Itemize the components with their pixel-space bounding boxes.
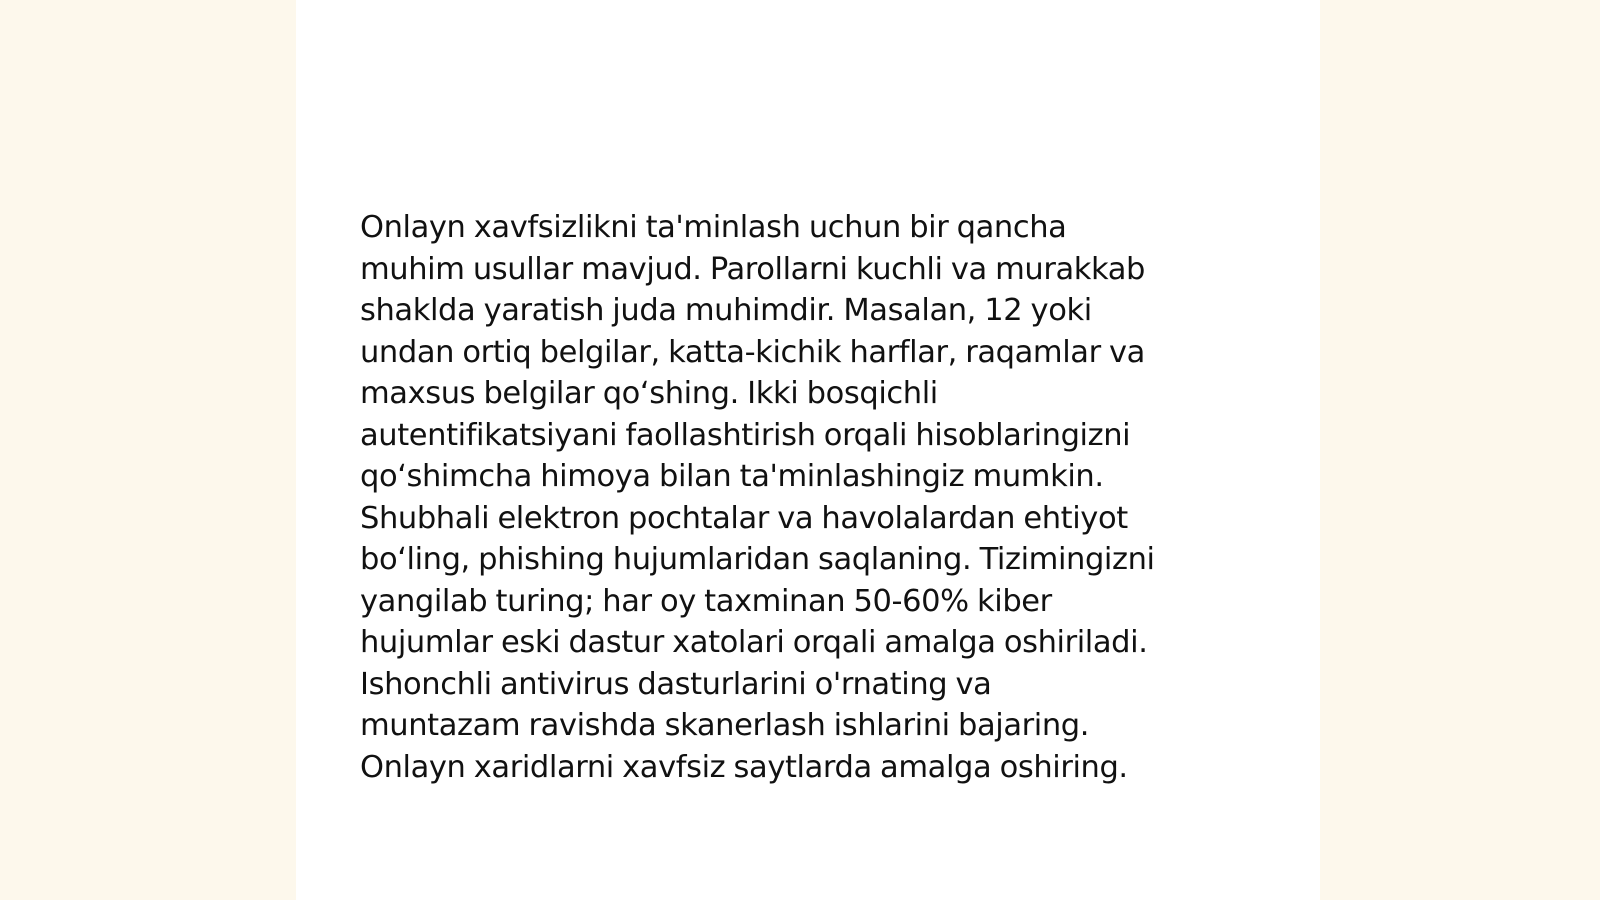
- text-line: Shubhali elektron pochtalar va havolalardan ehtiyot: [360, 500, 1128, 536]
- text-line: shaklda yaratish juda muhimdir. Masalan, 12 yoki: [360, 293, 1092, 328]
- text-line: undan ortiq belgilar, katta-kichik harflar, raqamlar va: [360, 334, 1145, 370]
- text-line: muhim usullar mavjud. Parollarni kuchli va murakkab: [360, 251, 1146, 287]
- text-line: Ishonchli antivirus dasturlarini o'rnating va: [360, 666, 992, 702]
- document-page: [296, 0, 1320, 900]
- text-line: yangilab turing; har oy taxminan 50-60% kiber: [360, 583, 1052, 619]
- text-line: bo‘ling, phishing hujumlaridan saqlaning. Tizimingizni: [360, 542, 1155, 577]
- body-paragraph: [360, 207, 1260, 788]
- text-line: qo‘shimcha himoya bilan ta'minlashingiz mumkin.: [360, 459, 1104, 494]
- text-line: maxsus belgilar qo‘shing. Ikki bosqichli: [360, 376, 938, 411]
- text-line: Onlayn xaridlarni xavfsiz saytlarda amalga oshiring.: [360, 749, 1128, 785]
- text-line: Onlayn xavfsizlikni ta'minlash uchun bir qancha: [360, 210, 1067, 245]
- text-line: hujumlar eski dastur xatolari orqali amalga oshiriladi.: [360, 625, 1148, 660]
- text-line: autentifikatsiyani faollashtirish orqali hisoblaringizni: [360, 417, 1131, 453]
- text-line: muntazam ravishda skanerlash ishlarini bajaring.: [360, 708, 1090, 743]
